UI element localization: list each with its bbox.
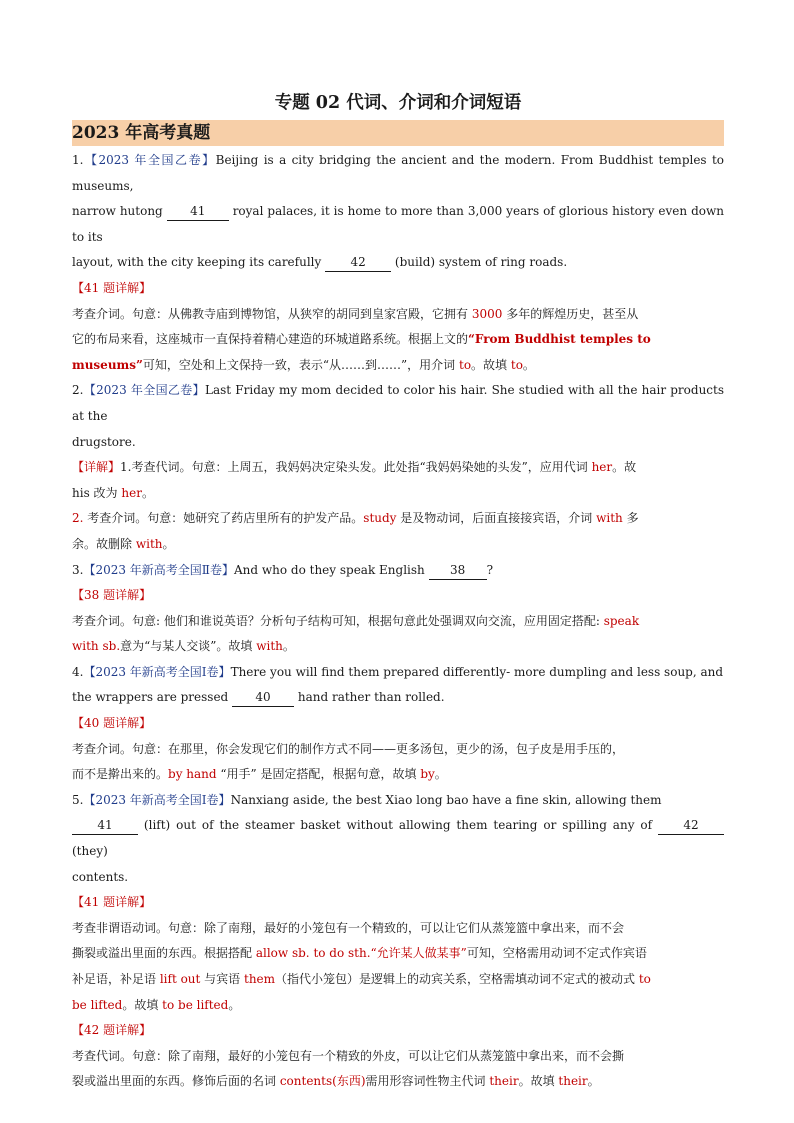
explanation-text: 考查非谓语动词。句意：除了南翔，最好的小笼包有一个精致的，可以让它们从蒸笼篮中拿出来，而不会: [72, 920, 625, 935]
explanation: [72, 302, 724, 379]
highlight: their: [489, 1074, 519, 1089]
question-3: [72, 558, 724, 584]
highlight: speak: [603, 613, 640, 628]
question-text: contents.: [72, 869, 129, 884]
explanation-text: 多年的辉煌历史，甚至从: [502, 306, 639, 321]
explanation: [72, 455, 724, 557]
explanation: [72, 609, 724, 660]
explanation-text: 。: [282, 639, 295, 654]
question-text: layout, with the city keeping its carefully: [72, 255, 326, 270]
explanation-text: 撕裂或溢出里面的东西。根据搭配: [72, 946, 256, 961]
highlight: lift out: [159, 972, 201, 986]
question-source: 【2023 年新高考全国Ⅰ卷】: [83, 664, 231, 679]
explanation-text: 。: [162, 536, 175, 551]
document-page: [72, 92, 724, 1095]
explanation-text: 与宾语: [200, 972, 244, 986]
explanation-text: 需用形容词性物主代词: [365, 1074, 490, 1089]
blank-41: 41: [167, 203, 229, 221]
blank-38: 38: [429, 562, 487, 580]
blank-42: 42: [325, 254, 391, 272]
explanation-text: 考查代词。句意：除了南翔，最好的小笼包有一个精致的外皮，可以让它们从蒸笼篮中拿出来，而不会撕: [72, 1048, 625, 1063]
explanation-label: 【40 题详解】: [72, 716, 152, 731]
highlight: contents(东西): [279, 1074, 366, 1089]
highlight: to: [510, 357, 523, 372]
question-text: There you will find them prepared differently- more dumpling and less soup, and: [230, 664, 724, 679]
highlight: “From Buddhist temples to: [468, 332, 651, 347]
explanation-label: 【41 题详解】: [72, 280, 152, 295]
highlight: their: [558, 1074, 588, 1089]
blank-42: 42: [658, 817, 724, 835]
highlight: museums”: [72, 357, 143, 372]
explanation: [72, 737, 724, 788]
explanation-text: 多: [622, 511, 639, 526]
explanation-text: 。: [228, 997, 241, 1012]
question-4: [72, 660, 724, 711]
explanation-label: 【详解】: [72, 460, 121, 475]
highlight: them: [244, 972, 276, 986]
explanation-text: 可知，空处和上文保持一致，表示“从……到……”，用介词: [142, 357, 459, 372]
question-text: hand rather than rolled.: [294, 690, 445, 705]
highlight: “允许某人做某事”: [370, 946, 467, 961]
highlight: to: [459, 357, 472, 372]
explanation-text: 是及物动词，后面直接接宾语，介词: [396, 511, 597, 526]
explanation-text: 。: [141, 485, 154, 500]
question-text: Last Friday my mom decided to color his hair. She studied with all the hair products at the: [72, 383, 725, 423]
question-text: (they): [72, 844, 108, 859]
question-number: 1.: [72, 153, 84, 167]
question-text: (build) system of ring roads.: [391, 255, 568, 270]
highlight: 2.: [72, 511, 84, 526]
explanation-text: 1.考查代词。句意：上周五，我妈妈决定染头发。此处指“我妈妈染她的头发”，应用代词: [120, 460, 592, 475]
explanation-text: 。故填: [471, 357, 511, 372]
explanation-text: 考查介词。句意：她研究了药店里所有的护发产品。: [83, 511, 364, 526]
explanation-text: （指代小笼包）是逻辑上的动宾关系，空格需填动词不定式的被动式: [275, 972, 639, 986]
explanation-text: 意为“与某人交谈”。故填: [120, 639, 257, 654]
explanation-text: 。: [522, 357, 535, 372]
explanation-text: 它的布局来看，这座城市一直保持着精心建造的环城道路系统。根据上文的: [72, 332, 469, 347]
section-heading: 2023 年高考真题: [72, 120, 724, 146]
blank-41: 41: [72, 817, 138, 835]
highlight: her: [591, 460, 613, 475]
highlight: be lifted: [72, 997, 123, 1012]
explanation-text: 补足语，补足语: [72, 972, 160, 986]
highlight: to: [638, 972, 651, 986]
question-number: 4.: [72, 664, 84, 679]
question-source: 【2023 年全国乙卷】: [83, 153, 216, 167]
question-number: 3.: [72, 562, 84, 577]
explanation-text: 余。故删除: [72, 536, 136, 551]
highlight: with: [135, 536, 163, 551]
question-text: the wrappers are pressed: [72, 690, 233, 705]
highlight: study: [363, 511, 397, 526]
explanation: [72, 1044, 724, 1095]
highlight: 3000: [471, 306, 503, 321]
explanation-label: 【41 题详解】: [72, 895, 152, 910]
question-number: 2.: [72, 383, 84, 398]
question-source: 【2023 年新高考全国Ⅱ卷】: [83, 562, 234, 577]
explanation-text: 。故: [612, 460, 637, 475]
question-text: ?: [486, 562, 494, 577]
question-1: [72, 148, 724, 276]
blank-40: 40: [232, 689, 294, 707]
explanation-label: 【38 题详解】: [72, 588, 152, 603]
highlight: to be lifted: [162, 997, 229, 1012]
question-text: narrow hutong: [72, 204, 167, 219]
explanation: [72, 916, 724, 1018]
question-text: (lift) out of the steamer basket without allowing them tearing or spilling any of: [138, 818, 658, 833]
highlight: by hand: [168, 767, 217, 782]
explanation-text: 。故填: [518, 1074, 559, 1089]
question-text: Nanxiang aside, the best Xiao long bao have a fine skin, allowing them: [230, 792, 662, 807]
question-2: [72, 378, 724, 455]
question-text: Beijing is a city bridging the ancient and the modern. From Buddhist temples to museums,: [72, 153, 724, 193]
explanation-text: 考查介词。句意: 他们和谁说英语？分析句子结构可知，根据句意此处强调双向交流，应用固定搭配:: [72, 613, 604, 628]
explanation-text: 考查介词。句意：从佛教寺庙到博物馆，从狭窄的胡同到皇家宫殿，它拥有: [72, 306, 472, 321]
question-text: drugstore.: [72, 434, 136, 449]
highlight: allow sb. to do sth.: [255, 946, 371, 961]
question-5: [72, 788, 724, 890]
explanation-text: 考查介词。句意：在那里，你会发现它们的制作方式不同——更多汤包，更少的汤，包子皮是用手压的，: [72, 741, 625, 756]
explanation-text: “用手” 是固定搭配，根据句意，故填: [216, 767, 421, 782]
explanation-text: 。: [434, 767, 447, 782]
question-source: 【2023 年全国乙卷】: [83, 383, 206, 398]
highlight: with: [596, 511, 623, 526]
question-text: And who do they speak English: [233, 562, 429, 577]
highlight: her: [121, 485, 142, 500]
highlight: with sb.: [72, 639, 121, 654]
highlight: with: [256, 639, 283, 654]
explanation-text: his 改为: [72, 485, 122, 500]
explanation-label: 【42 题详解】: [72, 1023, 152, 1038]
page-title: 专题 02 代词、介词和介词短语: [274, 93, 522, 113]
explanation-text: 裂或溢出里面的东西。修饰后面的名词: [72, 1074, 280, 1089]
question-source: 【2023 年新高考全国Ⅰ卷】: [83, 792, 231, 807]
question-text: royal palaces, it is home to more than 3,000 years of glorious history even down to its: [72, 204, 724, 244]
explanation-text: 。故填: [122, 997, 163, 1012]
question-number: 5.: [72, 792, 84, 807]
highlight: by: [420, 767, 435, 782]
explanation-text: 而不是擀出来的。: [72, 767, 169, 782]
explanation-text: 。: [587, 1074, 600, 1089]
explanation-text: 可知，空格需用动词不定式作宾语: [466, 946, 647, 961]
